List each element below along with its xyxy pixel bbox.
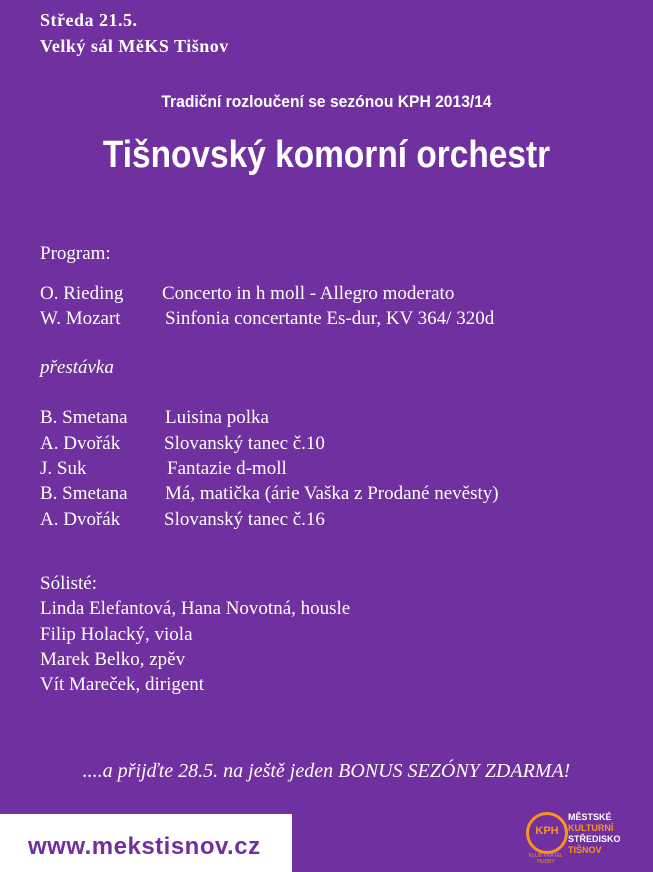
program-item <box>40 406 269 430</box>
program-piece: Slovanský tanec č.16 <box>164 509 325 530</box>
program-composer: W. Mozart <box>40 308 121 329</box>
soloist-item: Filip Holacký, viola <box>40 624 193 645</box>
logo-line: MĚSTSKÉ <box>568 812 612 822</box>
event-subtitle: Tradiční rozloučení se sezónou KPH 2013/14 <box>161 92 492 111</box>
program-composer: A. Dvořák <box>40 433 121 454</box>
bonus-announcement: ....a přijďte 28.5. na ještě jeden BONUS SEZÓNY ZDARMA! <box>82 760 571 782</box>
program-composer: O. Rieding <box>40 283 124 304</box>
logo-line: STŘEDISKO <box>568 834 621 844</box>
soloist-item: Linda Elefantová, Hana Novotná, housle <box>40 598 351 619</box>
program-composer: B. Smetana <box>40 407 128 428</box>
program-item <box>40 282 455 306</box>
program-item <box>40 432 325 456</box>
intermission-label: přestávka <box>40 357 114 378</box>
event-venue: Velký sál MěKS Tišnov <box>40 36 229 56</box>
soloist-item: Vít Mareček, dirigent <box>40 674 205 695</box>
program-item <box>40 508 325 532</box>
program-piece: Slovanský tanec č.10 <box>164 433 325 454</box>
program-piece: Luisina polka <box>165 407 269 428</box>
logo-line: TIŠNOV <box>568 845 602 855</box>
program-piece: Má, matička (árie Vaška z Prodané nevěsty) <box>165 483 499 504</box>
program-item <box>40 307 495 331</box>
program-piece: Sinfonia concertante Es-dur, KV 364/ 320d <box>165 308 495 329</box>
meks-logo <box>524 808 649 864</box>
program-item <box>40 457 287 481</box>
program-heading: Program: <box>40 243 111 264</box>
program-composer: J. Suk <box>40 458 87 479</box>
program-piece: Fantazie d-moll <box>167 458 287 479</box>
kph-logo-caption: KLUB PŘÁTEL HUDBY <box>529 853 563 865</box>
kph-logo-icon <box>526 812 568 854</box>
kph-logo-text: KPH <box>535 825 559 837</box>
soloists-heading: Sólisté: <box>40 573 98 594</box>
program-composer: B. Smetana <box>40 483 128 504</box>
soloist-item: Marek Belko, zpěv <box>40 649 186 670</box>
program-composer: A. Dvořák <box>40 509 121 530</box>
event-date: Středa 21.5. <box>40 10 138 30</box>
event-title: Tišnovský komorní orchestr <box>102 134 551 176</box>
program-item <box>40 482 499 506</box>
website-link[interactable]: www.mekstisnov.cz <box>28 833 261 858</box>
program-piece: Concerto in h moll - Allegro moderato <box>162 283 455 304</box>
logo-line: KULTURNÍ <box>568 823 614 833</box>
